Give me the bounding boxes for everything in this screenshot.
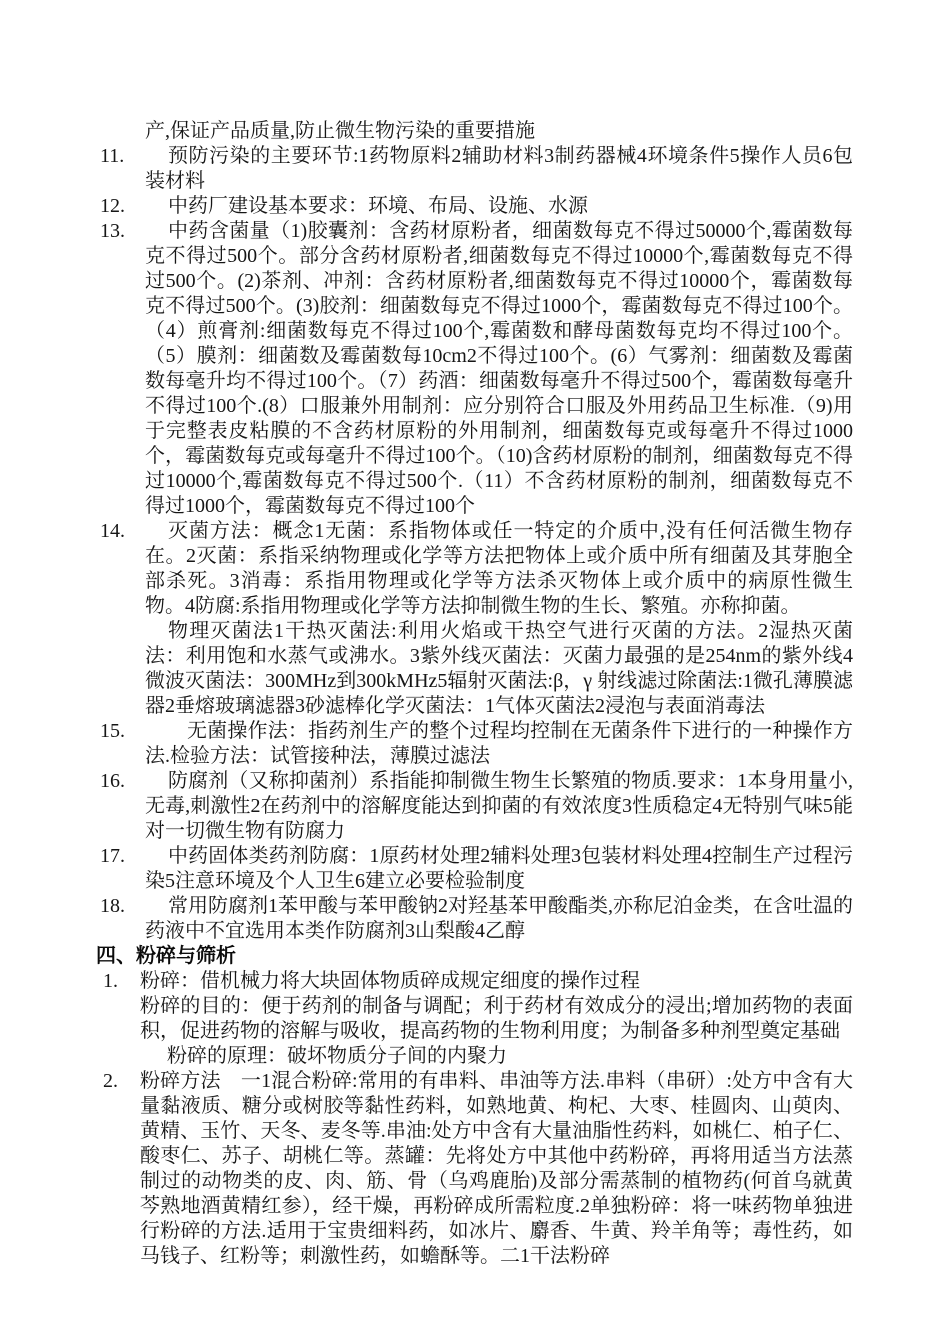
item-body: [145, 844, 853, 894]
numbered-item-18: [100, 894, 853, 944]
sub-item-2: [100, 1069, 853, 1269]
item-paragraph: 无菌操作法：指药剂生产的整个过程均控制在无菌条件下进行的一种操作方法.检验方法：试管接种法，薄膜过滤法: [145, 720, 853, 767]
document-page: [96, 119, 853, 1269]
numbered-item-14: [100, 519, 853, 719]
numbered-item-11: [100, 144, 853, 194]
item-paragraph: 物理灭菌法1干热灭菌法:利用火焰或干热空气进行灭菌的方法。2湿热灭菌法：利用饱和水蒸气或沸水。3紫外线灭菌法：灭菌力最强的是254nm的紫外线4微波灭菌法：300MHz到300kMHz5辐射灭菌法:β，γ 射线滤过除菌法:1微孔薄膜滤器2垂熔玻璃滤器3砂滤棒化学灭菌法：1气体灭菌法2浸泡与表面消毒法: [145, 620, 853, 717]
item-body: [145, 144, 853, 194]
item-number: 12.: [100, 195, 125, 217]
numbered-item-16: [100, 769, 853, 844]
item-body: [140, 1069, 853, 1269]
item-paragraph: 粉碎的原理：破坏物质分子间的内聚力: [167, 1045, 507, 1067]
item-number: 14.: [100, 520, 125, 542]
item-paragraph: 防腐剂（又称抑菌剂）系指能抑制微生物生长繁殖的物质.要求：1本身用量小,无毒,刺激性2在药剂中的溶解度能达到抑菌的有效浓度3性质稳定4无特别气味5能对一切微生物有防腐力: [145, 770, 853, 842]
item-body: [145, 519, 853, 719]
item-body: [145, 769, 853, 844]
numbered-item-15: [100, 719, 853, 769]
item-paragraph: 常用防腐剂1苯甲酸与苯甲酸钠2对羟基苯甲酸酯类,亦称尼泊金类，在含吐温的药液中不宜选用本类作防腐剂3山梨酸4乙醇: [145, 895, 853, 942]
item-number: 2.: [103, 1070, 118, 1092]
sub-item-1: [100, 969, 853, 1069]
item-paragraph: 预防污染的主要环节:1药物原料2辅助材料3制药器械4环境条件5操作人员6包装材料: [145, 145, 853, 192]
item-paragraph: 粉碎方法 一1混合粉碎:常用的有串料、串油等方法.串料（串研）:处方中含有大量黏液质、糖分或树胶等黏性药料，如熟地黄、枸杞、大枣、桂圆肉、山萸肉、黄精、玉竹、天冬、麦冬等.串油:处方中含有大量油脂性药料，如桃仁、柏子仁、酸枣仁、苏子、胡桃仁等。蒸罐：先将处方中其他中药粉碎，再将用适当方法蒸制过的动物类的皮、肉、筋、骨（乌鸡鹿胎)及部分需蒸制的植物药(何首乌就黄芩熟地酒黄精红参），经干燥，再粉碎成所需粒度.2单独粉碎：将一味药物单独进行粉碎的方法.适用于宝贵细料药，如冰片、麝香、牛黄、羚羊角等；毒性药，如马钱子、红粉等；刺激性药，如蟾酥等。二1干法粉碎: [140, 1070, 853, 1267]
item-body: [145, 719, 853, 769]
item-paragraph: 灭菌方法：概念1无菌：系指物体或任一特定的介质中,没有任何活微生物存在。2灭菌：系指采纳物理或化学等方法把物体上或介质中所有细菌及其芽胞全部杀死。3消毒：系指用物理或化学等方法杀灭物体上或介质中的病原性微生物。4防腐:系指用物理或化学等方法抑制微生物的生长、繁殖。亦称抑菌。: [145, 520, 853, 617]
item-paragraph: 中药厂建设基本要求：环境、布局、设施、水源: [168, 195, 588, 217]
item-body: [140, 969, 853, 1069]
numbered-item-12: [100, 194, 853, 219]
section-heading: 四、粉碎与筛析: [96, 945, 236, 967]
item-number: 18.: [100, 895, 125, 917]
item-number: 13.: [100, 220, 125, 242]
item-body: [145, 894, 853, 944]
item-number: 17.: [100, 845, 125, 867]
item-paragraph: 粉碎的目的：便于药剂的制备与调配；利于药材有效成分的浸出;增加药物的表面积，促进药物的溶解与吸收，提高药物的生物利用度；为制备多种剂型奠定基础: [140, 995, 853, 1042]
item-number: 16.: [100, 770, 125, 792]
paragraph: 产,保证产品质量,防止微生物污染的重要措施: [145, 120, 535, 142]
item-number: 15.: [100, 720, 125, 742]
item-body: [145, 194, 853, 219]
item-paragraph: 中药含菌量（1)胶囊剂：含药材原粉者，细菌数每克不得过50000个,霉菌数每克不得过500个。部分含药材原粉者,细菌数每克不得过10000个,霉菌数每克不得过500个。(2)茶剂、冲剂：含药材原粉者,细菌数每克不得过10000个，霉菌数每克不得过500个。(3)胶剂：细菌数每克不得过1000个，霉菌数每克不得过100个。（4）煎膏剂:细菌数每克不得过100个,霉菌数和酵母菌数每克均不得过100个。（5）膜剂：细菌数及霉菌数每10cm2不得过100个。(6）气雾剂：细菌数及霉菌数每毫升均不得过100个。（7）药酒：细菌数每毫升不得过500个，霉菌数每毫升不得过100个.(8）口服兼外用制剂：应分别符合口服及外用药品卫生标准.（9)用于完整表皮粘膜的不含药材原粉的外用制剂，细菌数每克或每毫升不得过1000个，霉菌数每克或每毫升不得过100个。（10)含药材原粉的制剂，细菌数每克不得过10000个,霉菌数每克不得过500个.（11）不含药材原粉的制剂，细菌数每克不得过1000个，霉菌数每克不得过100个: [145, 220, 853, 517]
numbered-item-17: [100, 844, 853, 894]
item-number: 1.: [103, 970, 118, 992]
item-paragraph: 粉碎：借机械力将大块固体物质碎成规定细度的操作过程: [140, 970, 640, 992]
item-paragraph: 中药固体类药剂防腐：1原药材处理2辅料处理3包装材料处理4控制生产过程污染5注意环境及个人卫生6建立必要检验制度: [145, 845, 853, 892]
item-body: [145, 219, 853, 519]
numbered-item-13: [100, 219, 853, 519]
continuation-line: [145, 119, 853, 144]
item-number: 11.: [100, 145, 125, 167]
